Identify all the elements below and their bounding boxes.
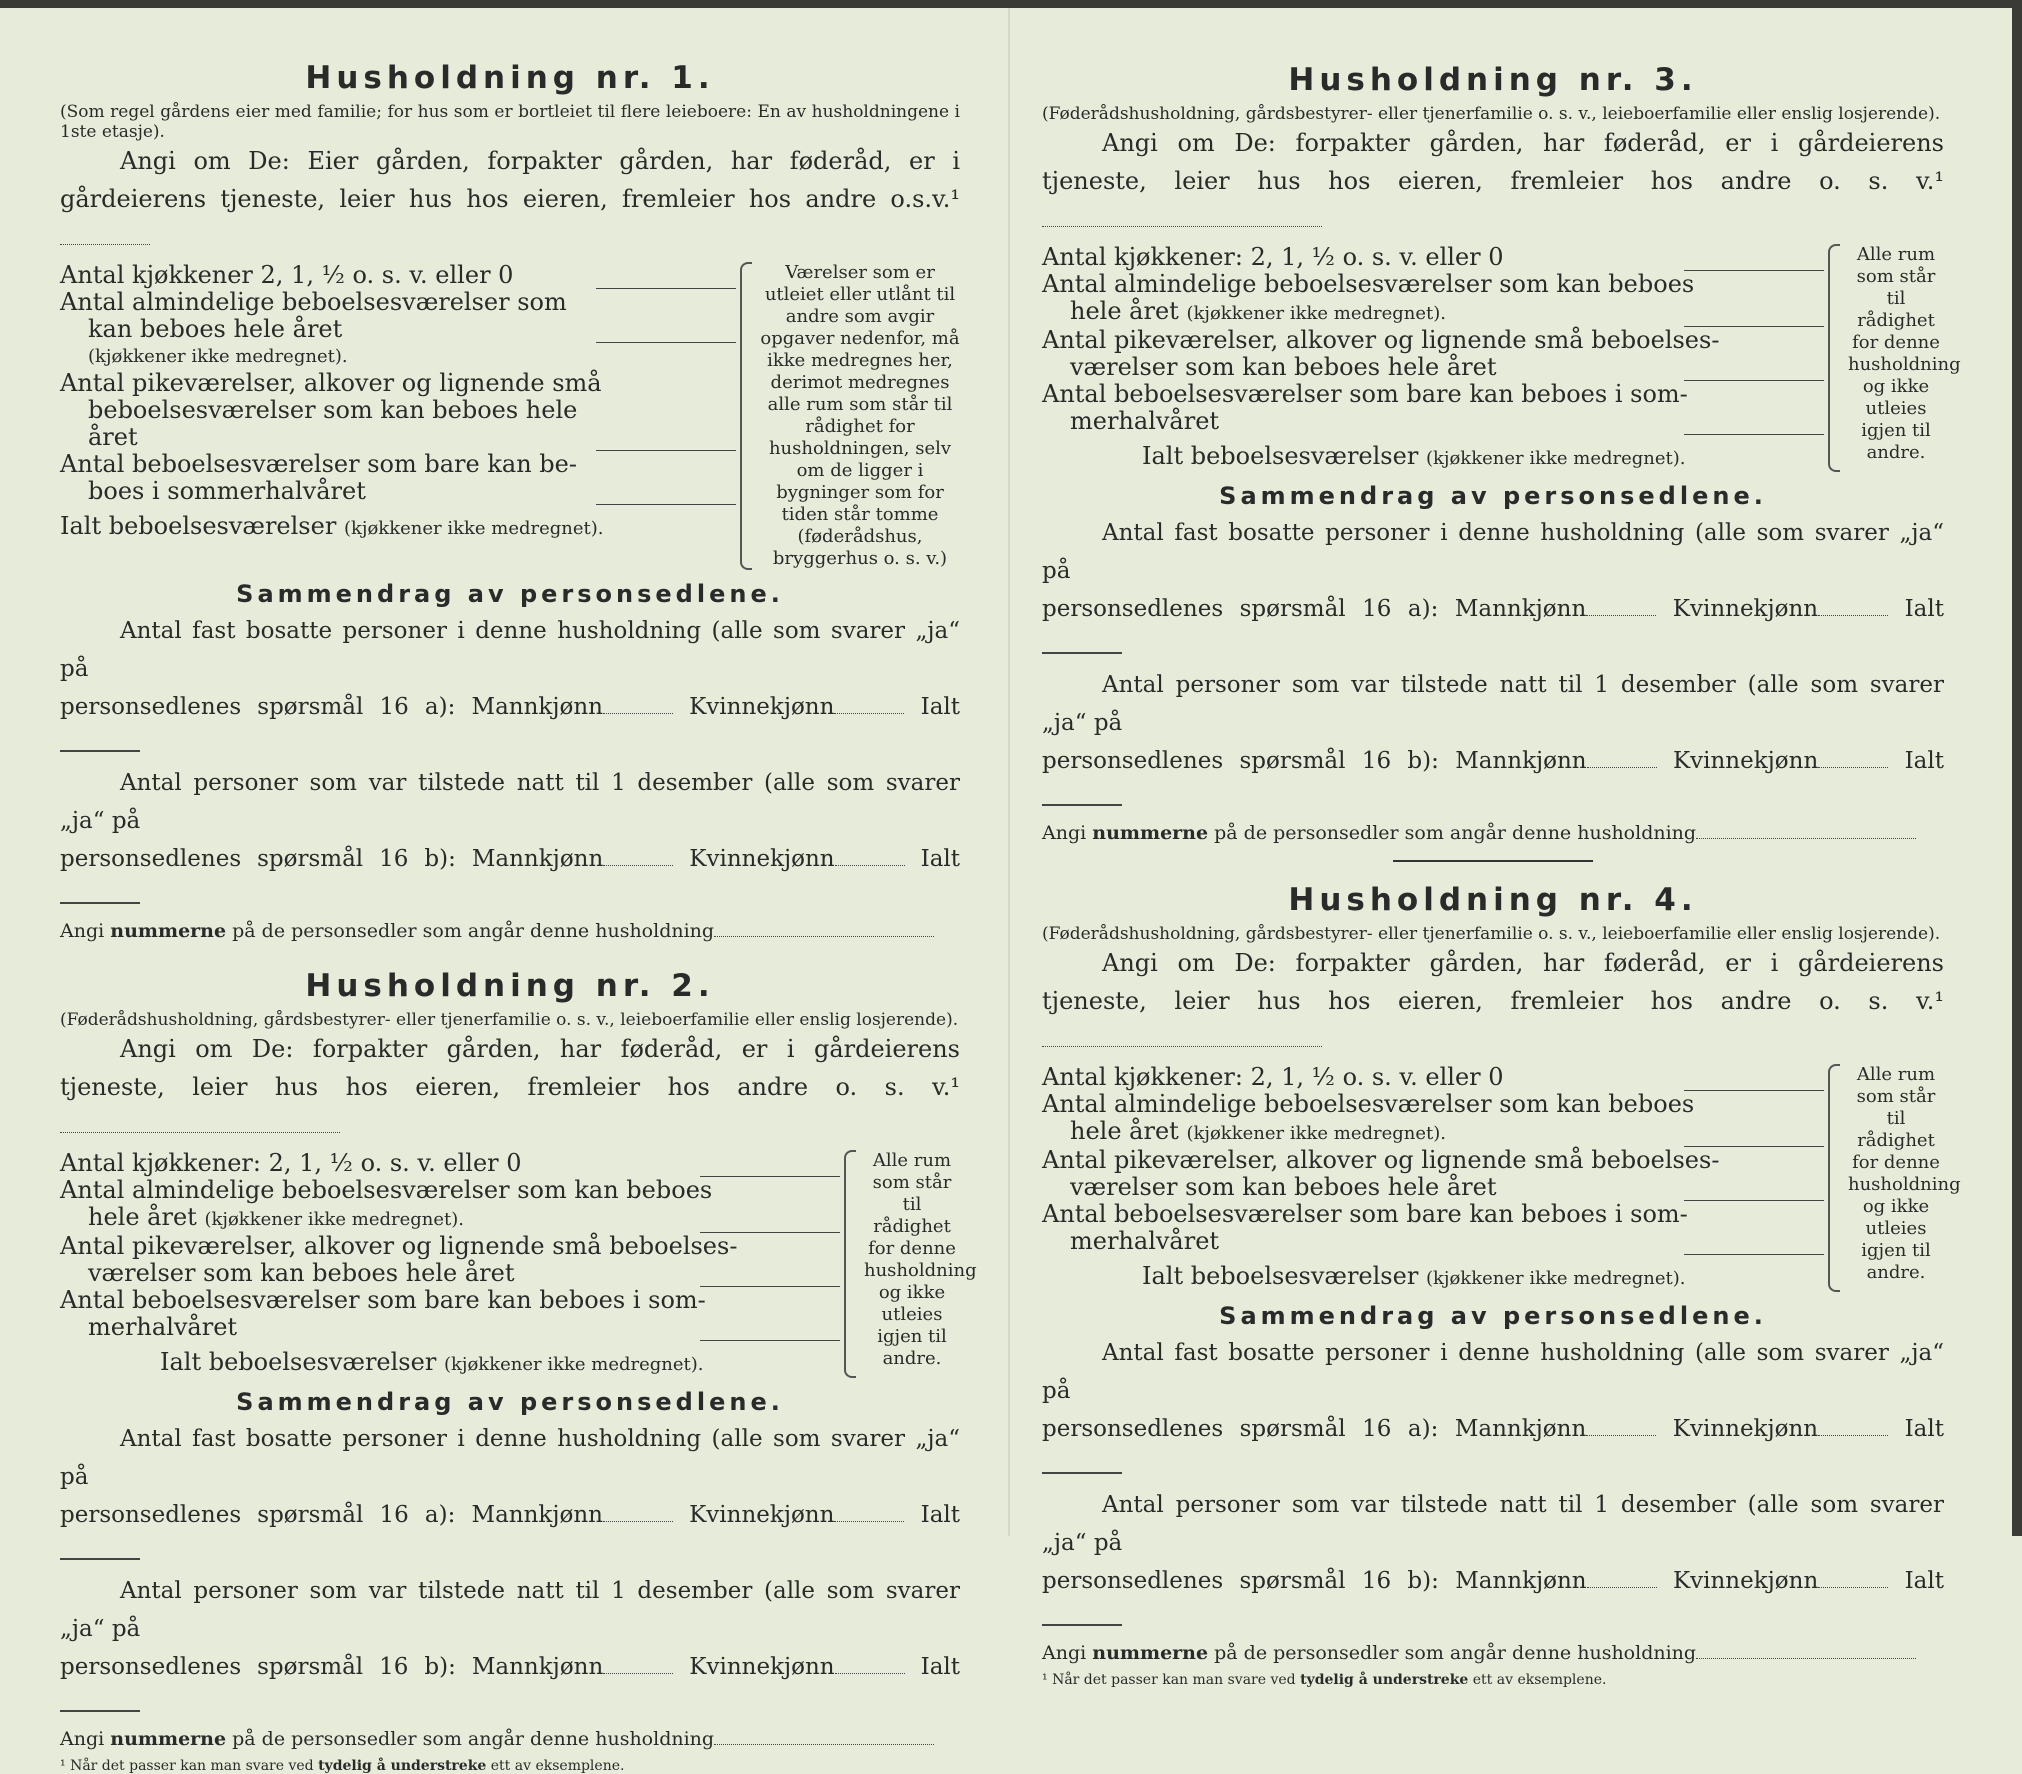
h1-b-female-label: Kvinnekjønn: [689, 846, 835, 872]
household-3-angi-text: Angi om De: forpakter gården, har føderåd, er i gårdeierens tjeneste, leier hus hos eieren, fremleier hos andre o. s. v.¹: [1042, 129, 1944, 195]
h4-a-female-label: Kvinnekjønn: [1672, 1416, 1819, 1442]
h4-nummer-post: på de personsedler som angår denne husholdning: [1214, 1642, 1697, 1664]
h4-small-rooms-label-a: Antal pikeværelser, alkover og lignende små beboelses-: [1042, 1146, 1720, 1174]
h2-summer-rooms-label-a: Antal beboelsesværelser som bare kan beboes i som-: [60, 1286, 706, 1314]
footnote-left-pre: ¹ Når det passer kan man svare ved: [60, 1758, 314, 1774]
h3-a-total-field[interactable]: [1042, 652, 1122, 654]
h4-nummer-field[interactable]: [1696, 1658, 1916, 1659]
h2-total-label: Ialt beboelsesværelser: [160, 1348, 437, 1376]
h2-b-female-label: Kvinnekjønn: [689, 1654, 835, 1680]
h1-nummer-line: [60, 920, 960, 942]
household-2-angi-line[interactable]: [60, 1132, 340, 1133]
h4-total-note: (kjøkkener ikke medregnet).: [1425, 1268, 1686, 1289]
h4-summer-rooms-label-b: merhalvåret: [1070, 1227, 1220, 1255]
h4-summ-a1: Antal fast bosatte personer i denne husholdning (alle som svarer „ja“ på: [1042, 1340, 1944, 1404]
h3-nummer-line: [1042, 822, 1944, 844]
h3-summ-b1: Antal personer som var tilstede natt til 1 desember (alle som svarer „ja“ på: [1042, 672, 1944, 736]
h1-nummer-field[interactable]: [714, 936, 934, 937]
household-2-section: [60, 968, 977, 1774]
household-4-angi-line[interactable]: [1042, 1046, 1322, 1047]
household-2-angi: [60, 1030, 960, 1144]
h1-b-male-field[interactable]: [603, 865, 673, 866]
h4-summer-rooms-label-a: Antal beboelsesværelser som bare kan beboes i som-: [1042, 1200, 1688, 1228]
household-1-section: [60, 60, 960, 942]
h3-nummer-pre: Angi: [1042, 822, 1087, 844]
h1-total-note: (kjøkkener ikke medregnet).: [343, 518, 604, 539]
h2-a-total-label: Ialt: [920, 1502, 961, 1528]
h3-summer-rooms-label-b: merhalvåret: [1070, 407, 1220, 435]
h4-summer-rooms-field[interactable]: [1684, 1230, 1824, 1255]
h2-b-male-field[interactable]: [603, 1673, 673, 1674]
h2-small-rooms-label-b: værelser som kan beboes hele året: [88, 1259, 515, 1287]
household-4-section: [1042, 882, 1961, 1688]
h3-b-female-field[interactable]: [1818, 767, 1888, 768]
household-1-title: Husholdning nr. 1.: [305, 60, 715, 96]
h1-nummer-post: på de personsedler som angår denne husholdning: [232, 920, 715, 942]
h1-rooms-label-c: (kjøkkener ikke medregnet).: [88, 346, 348, 367]
h2-summer-rooms-label-b: merhalvåret: [88, 1313, 238, 1341]
h3-summary-title: Sammendrag av personsedlene.: [1219, 482, 1767, 510]
h2-summer-rooms-field[interactable]: [700, 1316, 840, 1341]
h4-summ-b2: personsedlenes spørsmål 16 b): Mannkjønn: [1042, 1568, 1587, 1594]
h3-summ-a1: Antal fast bosatte personer i denne husholdning (alle som svarer „ja“ på: [1042, 520, 1944, 584]
scan-edge-right: [2012, 0, 2022, 1536]
h3-b-total-label: Ialt: [1904, 748, 1944, 774]
h3-total-label: Ialt beboelsesværelser: [1142, 442, 1419, 470]
h1-a-total-label: Ialt: [920, 694, 961, 720]
h2-nummer-line: [60, 1728, 960, 1750]
scan-edge-top: [0, 0, 2022, 8]
household-1-angi-line[interactable]: [60, 244, 150, 245]
h3-nummer-bold: nummerne: [1092, 822, 1209, 844]
h1-kitchens-label: Antal kjøkkener 2, 1, ½ o. s. v. eller 0: [60, 261, 514, 289]
h2-rooms-field[interactable]: [700, 1208, 840, 1233]
h3-brace: [1824, 244, 1844, 472]
h2-brace: [840, 1150, 860, 1378]
h2-a-total-field[interactable]: [60, 1558, 140, 1560]
page-fold: [1008, 8, 1010, 1536]
household-4-title: Husholdning nr. 4.: [1288, 882, 1698, 918]
h1-small-rooms-label-a: Antal pikeværelser, alkover og lignende små: [60, 369, 602, 397]
household-1-note: (Som regel gårdens eier med familie; for hus som er bortleiet til flere leieboere: En av husholdningene i 1ste etasje).: [60, 102, 960, 142]
h2-kitchens-label: Antal kjøkkener: 2, 1, ½ o. s. v. eller 0: [60, 1149, 522, 1177]
h1-small-rooms-field[interactable]: [596, 426, 736, 451]
h2-nummer-bold: nummerne: [110, 1728, 227, 1750]
h4-a-female-field[interactable]: [1818, 1435, 1888, 1436]
h4-b-total-field[interactable]: [1042, 1624, 1122, 1626]
h3-nummer-post: på de personsedler som angår denne husholdning: [1214, 822, 1697, 844]
h2-nummer-pre: Angi: [60, 1728, 105, 1750]
h1-rooms-field[interactable]: [596, 318, 736, 343]
h3-summer-rooms-label-a: Antal beboelsesværelser som bare kan beboes i som-: [1042, 380, 1688, 408]
household-3-angi: [1042, 124, 1944, 238]
h2-rooms-label-a: Antal almindelige beboelsesværelser som kan beboes: [60, 1176, 713, 1204]
h3-summ-a2: personsedlenes spørsmål 16 a): Mannkjønn: [1042, 596, 1587, 622]
h2-b-total-field[interactable]: [60, 1710, 140, 1712]
h3-small-rooms-label-a: Antal pikeværelser, alkover og lignende små beboelses-: [1042, 326, 1720, 354]
h2-total-note: (kjøkkener ikke medregnet).: [443, 1354, 704, 1375]
h1-b-total-field[interactable]: [60, 902, 140, 904]
h3-nummer-field[interactable]: [1696, 838, 1916, 839]
h4-brace: [1824, 1064, 1844, 1292]
h4-b-female-field[interactable]: [1818, 1587, 1888, 1588]
h4-b-female-label: Kvinnekjønn: [1672, 1568, 1819, 1594]
h1-summ-b2: personsedlenes spørsmål 16 b): Mannkjønn: [60, 846, 604, 872]
footnote-left-post: ett av eksemplene.: [490, 1758, 625, 1774]
right-page: [1042, 60, 1961, 1688]
h2-nummer-field[interactable]: [714, 1744, 934, 1745]
h2-small-rooms-field[interactable]: [700, 1262, 840, 1287]
household-4-note: (Føderådshusholdning, gårdsbestyrer- eller tjenerfamilie o. s. v., leieboerfamilie eller enslig losjerende).: [1042, 924, 1941, 944]
h4-b-male-field[interactable]: [1587, 1587, 1657, 1588]
h4-a-male-field[interactable]: [1586, 1435, 1656, 1436]
h4-total-label: Ialt beboelsesværelser: [1142, 1262, 1419, 1290]
footnote-left: [60, 1758, 960, 1774]
household-4-angi: [1042, 944, 1944, 1058]
h3-a-male-field[interactable]: [1586, 615, 1656, 616]
household-4-rooms: [1042, 1063, 1961, 1292]
h2-rooms-label-b: hele året: [88, 1203, 197, 1231]
h2-summary: [60, 1420, 960, 1724]
footnote-right: [1042, 1672, 1944, 1688]
h1-nummer-bold: nummerne: [110, 920, 227, 942]
h3-small-rooms-field[interactable]: [1684, 356, 1824, 381]
h4-nummer-bold: nummerne: [1092, 1642, 1209, 1664]
h4-small-rooms-label-b: værelser som kan beboes hele året: [1070, 1173, 1497, 1201]
h4-b-total-label: Ialt: [1904, 1568, 1944, 1594]
footnote-right-bold: tydelig å understreke: [1300, 1672, 1469, 1688]
h2-small-rooms-label-a: Antal pikeværelser, alkover og lignende små beboelses-: [60, 1232, 738, 1260]
h1-a-total-field[interactable]: [60, 750, 140, 752]
section-separator: [1393, 860, 1593, 862]
h3-kitchens-label: Antal kjøkkener: 2, 1, ½ o. s. v. eller 0: [1042, 243, 1504, 271]
h1-a-female-field[interactable]: [834, 713, 904, 714]
left-page: [60, 60, 977, 1774]
h1-brace: [736, 262, 756, 570]
household-3-rooms: [1042, 243, 1961, 472]
h4-summ-b1: Antal personer som var tilstede natt til 1 desember (alle som svarer „ja“ på: [1042, 1492, 1944, 1556]
h3-rooms-label-c: (kjøkkener ikke medregnet).: [1186, 303, 1447, 324]
h1-summary-title: Sammendrag av personsedlene.: [236, 580, 784, 608]
h4-rooms-label-c: (kjøkkener ikke medregnet).: [1186, 1123, 1447, 1144]
h3-side-note: Alle rum som står til rådighet for denne husholdning og ikke utleies igjen til andre.: [1848, 244, 1961, 463]
household-1-angi-text: Angi om De: Eier gården, forpakter gården, har føderåd, er i gårdeierens tjeneste, leier hus hos eieren, fremleier hos andre o.s.v.¹: [60, 147, 960, 213]
h4-summary-title: Sammendrag av personsedlene.: [1219, 1302, 1767, 1330]
h1-kitchens-field[interactable]: [596, 264, 736, 289]
household-1-rooms: [60, 262, 960, 570]
h4-kitchens-field[interactable]: [1684, 1066, 1824, 1091]
h2-summ-a2: personsedlenes spørsmål 16 a): Mannkjønn: [60, 1502, 603, 1528]
h4-nummer-line: [1042, 1642, 1944, 1664]
h2-summ-b2: personsedlenes spørsmål 16 b): Mannkjønn: [60, 1654, 604, 1680]
h4-kitchens-label: Antal kjøkkener: 2, 1, ½ o. s. v. eller 0: [1042, 1063, 1504, 1091]
h3-small-rooms-label-b: værelser som kan beboes hele året: [1070, 353, 1497, 381]
h1-summer-rooms-field[interactable]: [596, 480, 736, 505]
h3-summ-b2: personsedlenes spørsmål 16 b): Mannkjønn: [1042, 748, 1587, 774]
h4-rooms-field[interactable]: [1684, 1122, 1824, 1147]
h4-small-rooms-field[interactable]: [1684, 1176, 1824, 1201]
h1-summary: [60, 612, 960, 916]
h3-a-female-label: Kvinnekjønn: [1672, 596, 1819, 622]
h3-b-total-field[interactable]: [1042, 804, 1122, 806]
h1-total-label: Ialt beboelsesværelser: [60, 512, 337, 540]
h2-a-male-field[interactable]: [603, 1521, 673, 1522]
h4-nummer-pre: Angi: [1042, 1642, 1087, 1664]
h1-nummer-pre: Angi: [60, 920, 105, 942]
h3-total-note: (kjøkkener ikke medregnet).: [1425, 448, 1686, 469]
h4-a-total-field[interactable]: [1042, 1472, 1122, 1474]
h3-a-total-label: Ialt: [1904, 596, 1944, 622]
h2-b-female-field[interactable]: [835, 1673, 905, 1674]
h1-side-note: Værelser som er utleiet eller utlånt til andre som avgir opgaver nedenfor, må ikke medregnes her, derimot medregnes alle rum som står til rådighet for husholdningen, selv om de ligger i bygninger som for tiden står tomme (føderådshus, bryggerhus o. s. v.): [760, 262, 960, 569]
h2-kitchens-field[interactable]: [700, 1152, 840, 1177]
household-2-rooms: [60, 1149, 977, 1378]
household-2-note: (Føderådshusholdning, gårdsbestyrer- eller tjenerfamilie o. s. v., leieboerfamilie eller enslig losjerende).: [60, 1010, 959, 1030]
footnote-right-post: ett av eksemplene.: [1472, 1672, 1607, 1688]
h1-b-female-field[interactable]: [835, 865, 905, 866]
h1-a-male-field[interactable]: [603, 713, 673, 714]
h2-a-female-field[interactable]: [834, 1521, 904, 1522]
h2-b-total-label: Ialt: [920, 1654, 961, 1680]
h2-a-female-label: Kvinnekjønn: [689, 1502, 835, 1528]
h3-kitchens-field[interactable]: [1684, 246, 1824, 271]
household-1-angi: [60, 142, 960, 256]
h1-summer-rooms-label-b: boes i sommerhalvåret: [88, 477, 366, 505]
h3-rooms-label-b: hele året: [1070, 297, 1179, 325]
h2-nummer-post: på de personsedler som angår denne husholdning: [232, 1728, 715, 1750]
h3-rooms-label-a: Antal almindelige beboelsesværelser som kan beboes: [1042, 270, 1695, 298]
h1-rooms-label-a: Antal almindelige beboelsesværelser som: [60, 288, 567, 316]
household-3-section: [1042, 62, 1961, 844]
h2-rooms-label-c: (kjøkkener ikke medregnet).: [204, 1209, 465, 1230]
h1-small-rooms-label-b: beboelsesværelser som kan beboes hele året: [88, 396, 578, 451]
h4-summary: [1042, 1334, 1944, 1638]
h1-summ-a1: Antal fast bosatte personer i denne husholdning (alle som svarer „ja“ på: [60, 618, 960, 682]
h2-summ-a1: Antal fast bosatte personer i denne husholdning (alle som svarer „ja“ på: [60, 1426, 960, 1490]
h3-b-female-label: Kvinnekjønn: [1672, 748, 1819, 774]
h3-b-male-field[interactable]: [1587, 767, 1657, 768]
h1-a-female-label: Kvinnekjønn: [689, 694, 835, 720]
h1-summ-b1: Antal personer som var tilstede natt til 1 desember (alle som svarer „ja“ på: [60, 770, 960, 834]
household-2-title: Husholdning nr. 2.: [305, 968, 715, 1004]
h3-rooms-field[interactable]: [1684, 302, 1824, 327]
h4-a-total-label: Ialt: [1904, 1416, 1944, 1442]
h3-a-female-field[interactable]: [1818, 615, 1888, 616]
footnote-left-bold: tydelig å understreke: [318, 1758, 487, 1774]
h4-rooms-label-a: Antal almindelige beboelsesværelser som kan beboes: [1042, 1090, 1695, 1118]
footnote-right-pre: ¹ Når det passer kan man svare ved: [1042, 1672, 1296, 1688]
h2-side-note: Alle rum som står til rådighet for denne husholdning og ikke utleies igjen til andre.: [864, 1150, 977, 1369]
h4-summ-a2: personsedlenes spørsmål 16 a): Mannkjønn: [1042, 1416, 1587, 1442]
household-3-angi-line[interactable]: [1042, 226, 1322, 227]
household-3-note: (Føderådshusholdning, gårdsbestyrer- eller tjenerfamilie o. s. v., leieboerfamilie eller enslig losjerende).: [1042, 104, 1941, 124]
h3-summary: [1042, 514, 1944, 818]
h1-b-total-label: Ialt: [920, 846, 961, 872]
household-2-angi-text: Angi om De: forpakter gården, har føderåd, er i gårdeierens tjeneste, leier hus hos eieren, fremleier hos andre o. s. v.¹: [60, 1035, 960, 1101]
h1-summ-a2: personsedlenes spørsmål 16 a): Mannkjønn: [60, 694, 603, 720]
h1-summer-rooms-label-a: Antal beboelsesværelser som bare kan be-: [60, 450, 577, 478]
h4-rooms-label-b: hele året: [1070, 1117, 1179, 1145]
h2-summary-title: Sammendrag av personsedlene.: [236, 1388, 784, 1416]
h1-rooms-label-b: kan beboes hele året: [88, 315, 343, 343]
household-4-angi-text: Angi om De: forpakter gården, har føderåd, er i gårdeierens tjeneste, leier hus hos eieren, fremleier hos andre o. s. v.¹: [1042, 949, 1944, 1015]
household-3-title: Husholdning nr. 3.: [1288, 62, 1698, 98]
h3-summer-rooms-field[interactable]: [1684, 410, 1824, 435]
h2-summ-b1: Antal personer som var tilstede natt til 1 desember (alle som svarer „ja“ på: [60, 1578, 960, 1642]
h4-side-note: Alle rum som står til rådighet for denne husholdning og ikke utleies igjen til andre.: [1848, 1064, 1961, 1283]
